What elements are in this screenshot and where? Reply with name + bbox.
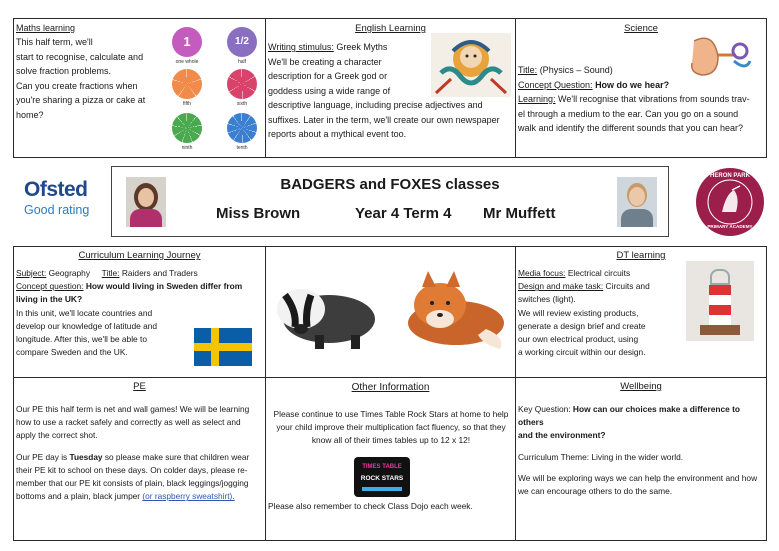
school-badge: HERON PARK PRIMARY ACADEMY — [696, 168, 764, 236]
fraction-disc-whole: 1 — [172, 27, 202, 57]
fraction-label: half — [237, 59, 247, 65]
fraction-disc-fifth — [172, 69, 202, 99]
other-info-footer: Please also remember to check Class Dojo each week. — [268, 501, 473, 511]
pe-title: PE — [133, 381, 146, 392]
dt-panel — [515, 246, 767, 378]
dt-text: Media focus: Electrical circuits Design and make task: Circuits and switches (light). We will review existing products, generate a design brief and create our own electrical product, using a working circuit within our design. — [518, 268, 650, 358]
fraction-disc-ninth — [172, 113, 202, 143]
fraction-disc-sixth — [227, 69, 257, 99]
classes-heading: BADGERS and FOXES classes — [280, 176, 500, 193]
fraction-label: tenth — [236, 145, 248, 151]
teacher-photo-mr-muffett — [617, 177, 657, 227]
fraction-label: fifth — [182, 101, 192, 107]
lighthouse-photo — [686, 261, 754, 341]
teacher-right-name: Mr Muffett — [483, 205, 556, 222]
fraction-disc-tenth — [227, 113, 257, 143]
curriculum-title: Curriculum Learning Journey — [78, 250, 201, 261]
times-table-rock-stars-logo: TIMES TABLE ROCK STARS — [354, 457, 410, 497]
science-title: Science — [624, 23, 658, 34]
wellbeing-text: Key Question: How can our choices make a difference to others and the environment? Curriculum Theme: Living in the wider world. We will be exploring ways we can help the environment and how we can encourage others to do the same. — [518, 404, 758, 497]
english-title: English Learning — [355, 23, 426, 34]
maths-panel — [13, 18, 266, 158]
badger-illustration — [271, 265, 381, 353]
other-info-text: Please continue to use Times Table Rock Stars at home to help your child improve their multiplication fact fluency, so that they know all of their times tables up to 12 x 12! — [273, 409, 509, 446]
english-panel — [265, 18, 516, 158]
class-header-panel — [111, 166, 669, 237]
other-info-panel — [265, 377, 516, 541]
animals-panel — [265, 246, 516, 378]
sweden-flag — [194, 328, 252, 366]
wellbeing-panel — [515, 377, 767, 541]
fraction-disc-half: 1/2 — [227, 27, 257, 57]
curriculum-text: Subject: Geography Title: Raiders and Traders Concept question: How would living in Sweden differ from living in the UK? In this unit, we'll locate countries and develop our knowledge of latitude and longitude. After this, we'll be able to compare Sweden and the UK. — [16, 268, 243, 358]
teacher-left-name: Miss Brown — [216, 205, 301, 222]
english-text: Writing stimulus: Greek Myths We'll be creating a character description for a Greek god or goddess using a wide range of descriptive language, including precise adjectives and suffixes. Later in the term, we'll create our own newspaper reports about a mythical event too. — [268, 42, 500, 139]
maths-text: This half term, we'll start to recognise, calculate and solve fraction problems. Can you create fractions when you're sharing a pizza or cake at home? — [16, 37, 146, 120]
fraction-label: one whole — [175, 59, 199, 65]
pe-text: Our PE this half term is net and wall games! We will be learning how to use a racket safely and correctly as well as select and apply the correct shot. Our PE day is Tuesday so please make sure that children wear their PE kit to school on these days. On colder days, please re- member that our PE kit consists of plain, black leggings/jogging bottoms and a plain, black jumper (or raspberry sweatshirt). — [16, 404, 250, 502]
fraction-label: ninth — [181, 145, 193, 151]
sweatshirt-link[interactable]: (or raspberry sweatshirt). — [142, 491, 235, 502]
fox-illustration — [394, 265, 510, 353]
fraction-label: sixth — [236, 101, 248, 107]
dt-title: DT learning — [616, 250, 666, 261]
ofsted-logo: Ofsted Good rating — [24, 178, 90, 217]
science-panel — [515, 18, 767, 158]
pe-panel — [13, 377, 266, 541]
science-text: Title: (Physics – Sound) Concept Question: How do we hear? Learning: We'll recognise that vibrations from sounds trav- el through a medium to the ear. Can you go on a sound walk and identify the different sounds that you can hear? — [518, 65, 750, 133]
maths-title: Maths learning — [16, 23, 76, 33]
other-info-title: Other Information — [351, 382, 430, 393]
wellbeing-title: Wellbeing — [620, 381, 662, 392]
term-label: Year 4 Term 4 — [355, 205, 452, 222]
curriculum-panel — [13, 246, 266, 378]
